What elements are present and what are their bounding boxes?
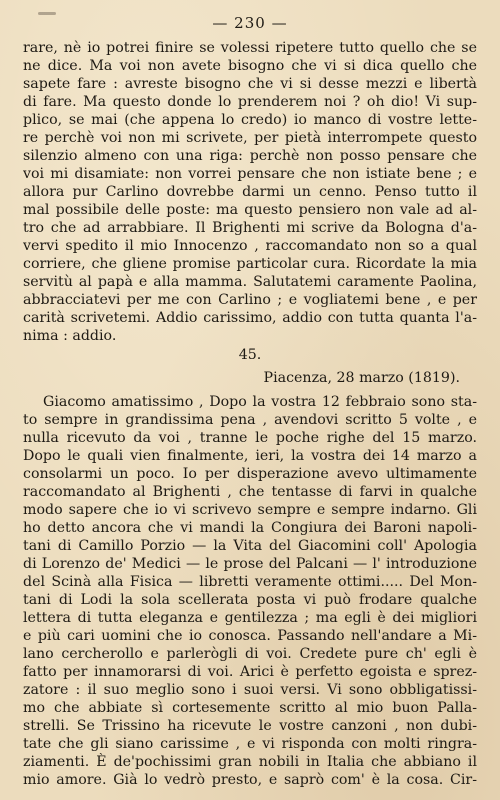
text-line: lettera di tutta eleganza e gentilezza ; ma egli è dei migliori xyxy=(23,610,477,626)
text-line: sapete fare : avreste bisogno che vi si desse mezzi e libertà xyxy=(23,76,477,92)
text-line: corriere, che gliene promise particolar cura. Ricordate la mia xyxy=(23,256,477,272)
text-line: silenzio almeno con una riga: perchè non posso pensare che xyxy=(23,148,477,164)
text-line: mo che abbiate sì cortesemente scritto al mio buon Palla- xyxy=(23,700,477,716)
text-line: raccomandato al Brighenti , che tentasse di farvi in qualche xyxy=(23,484,477,500)
text-line: ziamenti. È de'pochissimi gran nobili in Italia che abbiano il xyxy=(23,754,477,770)
text-line: e più cari uomini che io conosca. Passando nell'andare a Mi- xyxy=(23,628,477,644)
text-line: re perchè voi non mi scrivete, per pietà interrompete questo xyxy=(23,130,477,146)
text-line: Giacomo amatissimo , Dopo la vostra 12 febbraio sono sta- xyxy=(43,394,477,410)
text-line: servitù al papà e alla mamma. Salutatemi caramente Paolina, xyxy=(23,274,477,290)
text-line: ho detto ancora che vi mandi la Congiura dei Baroni napoli- xyxy=(23,520,477,536)
text-line: carità scrivetemi. Addio carissimo, addio con tutta quanta l'a- xyxy=(23,310,477,326)
text-line: fatto per innamorarsi di voi. Arici è perfetto egoista e sprez- xyxy=(23,664,477,680)
text-line: to sempre in grandissima pena , avendovi scritto 5 volte , e xyxy=(23,412,477,428)
text-line: rare, nè io potrei finire se volessi ripetere tutto quello che se xyxy=(23,40,477,56)
text-line: plico, se mai (che appena lo credo) io manco di vostre lette- xyxy=(23,112,477,128)
text-line: di fare. Ma questo donde lo prenderem noi ? oh dio! Vi sup- xyxy=(23,94,477,110)
letter-number: 45. xyxy=(238,347,262,363)
page-number: — 230 — xyxy=(212,14,288,32)
text-line: voi mi disamiate: non vorrei pensare che non istiate bene ; e xyxy=(23,166,477,182)
text-line: mio amore. Già lo vedrò presto, e saprò com' è la cosa. Cir- xyxy=(23,772,477,788)
text-line: nulla ricevuto da voi , tranne le poche righe del 15 marzo. xyxy=(23,430,477,446)
text-line: Dopo le quali vien finalmente, ieri, la vostra dei 14 marzo a xyxy=(23,448,477,464)
text-line: tate che gli siano carissime , e vi risponda con molti ringra- xyxy=(23,736,477,752)
text-line: tani di Camillo Porzio — la Vita del Giacomini coll' Apologia xyxy=(23,538,477,554)
text-line: consolarmi un poco. Io per disperazione avevo ultimamente xyxy=(23,466,477,482)
text-line: ne dice. Ma voi non avete bisogno che vi si dica quello che xyxy=(23,58,477,74)
text-line: mal possibile delle poste: ma questo pensiero non vale ad al- xyxy=(23,202,477,218)
text-line: di Lorenzo de' Medici — le prose del Palcani — l' introduzione xyxy=(23,556,477,572)
text-line: vervi spedito il mio Innocenzo , raccomandato non so a qual xyxy=(23,238,477,254)
text-line: tro che ad arrabbiare. Il Brighenti mi scrive da Bologna d'a- xyxy=(23,220,477,236)
text-line: tani di Lodi la sola scellerata posta vi può frodare qualche xyxy=(23,592,477,608)
letter-place-date: Piacenza, 28 marzo (1819). xyxy=(263,370,460,386)
text-line: lano cercherollo e parlerògli di voi. Credete pure ch' egli è xyxy=(23,646,477,662)
text-line: modo sapere che io vi scrivevo sempre e sempre indarno. Gli xyxy=(23,502,477,518)
text-line: abbracciatevi per me con Carlino ; e vogliatemi bene , e per xyxy=(23,292,477,308)
text-line: nima : addio. xyxy=(23,328,117,344)
text-line: strelli. Se Trissino ha ricevute le vostre canzoni , non dubi- xyxy=(23,718,477,734)
text-line: allora pur Carlino dovrebbe darmi un cenno. Penso tutto il xyxy=(23,184,477,200)
text-line: del Scinà alla Fisica — libretti veramente ottimi..... Del Mon- xyxy=(23,574,477,590)
text-line: zatore : il suo meglio sono i suoi versi. Vi sono obbligatissi- xyxy=(23,682,477,698)
